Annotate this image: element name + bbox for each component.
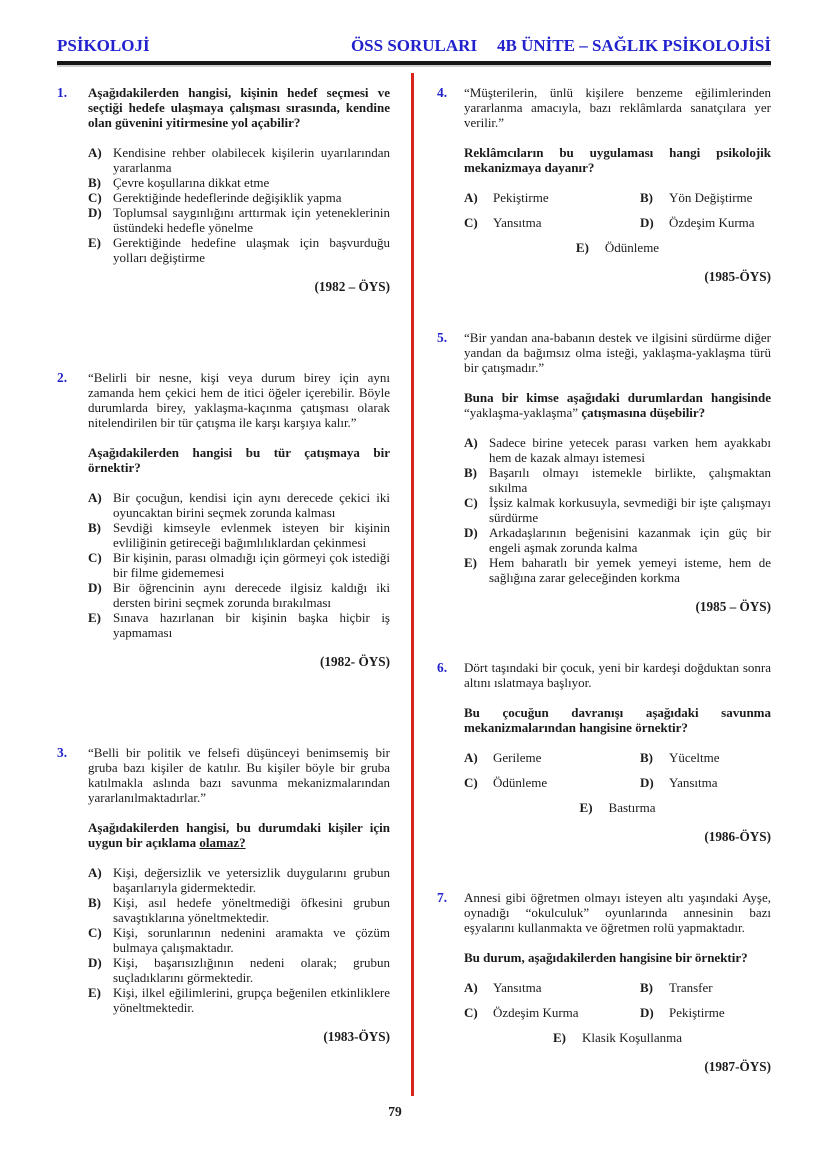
column-left	[57, 85, 390, 1120]
option-text: Bir kişinin, parası olmadığı için görmeyi çok istediği bir filme gidememesi	[113, 550, 390, 580]
option	[88, 580, 390, 610]
question-body	[464, 890, 771, 1074]
option-row	[464, 750, 771, 765]
prompt-segment: Aşağıdakilerden hangisi, kişinin hedef seçmesi ve seçtiği hedefe ulaşmaya çalışması sırasında, kendine olan güvenini yitirmesine yol açabilir?	[88, 85, 390, 130]
option-label: C)	[88, 925, 102, 940]
question-body	[88, 745, 390, 1044]
option-label: A)	[464, 190, 478, 205]
option	[88, 235, 390, 265]
option-label: B)	[88, 175, 101, 190]
option-text: Hem baharatlı bir yemek yemeyi isteme, hem de sağlığına zarar geleceğinden korkma	[489, 555, 771, 585]
option-label: C)	[464, 775, 478, 790]
question-intro: “Belirli bir nesne, kişi veya durum birey için aynı zamanda hem çekici hem de itici öğeler içerebilir. Böyle durumlarda birey, yaklaşma-kaçınma çatışması olarak nitelendirilen bir tür çatışma ile karşı karşıya kalır.”	[88, 370, 390, 430]
question-intro: Dört taşındaki bir çocuk, yeni bir kardeşi doğduktan sonra altını ıslatmaya başlıyor.	[464, 660, 771, 690]
option-text: Yansıtma	[669, 775, 718, 790]
option-text: Özdeşim Kurma	[493, 1005, 579, 1020]
option-label: E)	[575, 240, 589, 255]
option	[464, 465, 771, 495]
option	[464, 750, 640, 765]
option-text: Yüceltme	[669, 750, 720, 765]
options	[464, 980, 771, 1045]
option-text: Başarılı olmayı istemekle birlikte, çalışmaktan sıkılma	[489, 465, 771, 495]
year-tag: (1987-ÖYS)	[704, 1059, 771, 1074]
question-prompt	[464, 705, 771, 735]
header-rule	[57, 61, 771, 65]
option-label: E)	[579, 800, 593, 815]
option-row	[464, 240, 771, 255]
option	[464, 555, 771, 585]
question-body	[88, 85, 390, 294]
option-text: Toplumsal saygınlığını arttırmak için yeteneklerinin üstündeki hedefle yönelme	[113, 205, 390, 235]
question-prompt	[464, 145, 771, 175]
option	[640, 980, 771, 995]
option-label: D)	[640, 215, 654, 230]
question-prompt	[464, 950, 771, 965]
option-label: B)	[88, 895, 101, 910]
option	[88, 550, 390, 580]
option-text: Sadece birine yetecek parası varken hem ayakkabı hem de kazak almayı istemesi	[489, 435, 771, 465]
option-text: Gerileme	[493, 750, 542, 765]
option	[464, 775, 640, 790]
option-label: C)	[464, 1005, 478, 1020]
question-intro: Annesi gibi öğretmen olmayı isteyen altı yaşındaki Ayşe, oynadığı “okulculuk” oyunlarında annesinin bazı eşyalarını kullanmakta ve öğretmen rolü yapmaktadır.	[464, 890, 771, 935]
prompt-segment: Aşağıdakilerden hangisi bu tür çatışmaya bir örnektir?	[88, 445, 390, 475]
option	[88, 190, 390, 205]
page-footer	[0, 1104, 790, 1120]
option-row	[464, 980, 771, 995]
option-text: Transfer	[669, 980, 713, 995]
option-label: D)	[88, 580, 102, 595]
option-text: Pekiştirme	[669, 1005, 725, 1020]
option-label: D)	[640, 1005, 654, 1020]
header-subject-title: PSİKOLOJİ	[57, 36, 150, 55]
option-label: E)	[88, 235, 101, 250]
question-prompt	[464, 390, 771, 420]
question-block	[437, 85, 771, 284]
option-label: B)	[464, 465, 477, 480]
question-intro: “Müşterilerin, ünlü kişilere benzeme eğilimlerinden yararlanma amacıyla, bazı reklâmlarda sanatçılara yer verilir.”	[464, 85, 771, 130]
prompt-segment: Reklâmcıların bu uygulaması hangi psikolojik mekanizmaya dayanır?	[464, 145, 771, 175]
question-intro: “Belli bir politik ve felsefi düşünceyi benimsemiş bir gruba bazı kişiler de katılır. Bu kişiler böyle bir gruba katılmakla aslında bazı savunma mekanizmalarından yararlanılmaktadırlar.”	[88, 745, 390, 805]
option-label: B)	[640, 190, 653, 205]
option-label: A)	[88, 490, 102, 505]
question-body	[464, 330, 771, 614]
option	[464, 215, 640, 230]
content	[57, 85, 771, 1120]
column-right	[437, 85, 771, 1120]
option	[464, 495, 771, 525]
question-block	[57, 85, 390, 294]
option-label: D)	[640, 775, 654, 790]
column-gap	[390, 85, 437, 1120]
option-row	[464, 775, 771, 790]
option	[88, 205, 390, 235]
prompt-segment: çatışmasına düşebilir?	[578, 405, 706, 420]
option	[88, 175, 390, 190]
option	[640, 190, 771, 205]
option	[580, 800, 656, 815]
question-body	[88, 370, 390, 669]
option-label: B)	[640, 750, 653, 765]
option-text: Pekiştirme	[493, 190, 549, 205]
header-section-title: ÖSS SORULARI	[350, 36, 478, 55]
options	[88, 145, 390, 265]
question-prompt	[88, 445, 390, 475]
option-text: Ödünleme	[493, 775, 548, 790]
option-label: E)	[552, 1030, 566, 1045]
option-label: A)	[464, 750, 478, 765]
options	[88, 865, 390, 1015]
question-number: 4.	[437, 85, 448, 100]
year-tag: (1985 – ÖYS)	[695, 599, 771, 614]
option	[464, 980, 640, 995]
prompt-segment: “yaklaşma-yaklaşma”	[464, 405, 579, 420]
options	[464, 750, 771, 815]
option-text: Kişi, değersizlik ve yetersizlik duygularını grubun başarılarıyla gidermektedir.	[113, 865, 390, 895]
question-body	[464, 85, 771, 284]
option-text: Yansıtma	[493, 980, 542, 995]
question-block	[57, 745, 390, 1044]
prompt-segment: Aşağıdakilerden hangisi, bu durumdaki kişiler için uygun bir açıklama	[88, 820, 390, 850]
option-text: Yön Değiştirme	[669, 190, 753, 205]
question-number: 2.	[57, 370, 68, 385]
question-intro: “Bir yandan ana-babanın destek ve ilgisini sürdürme diğer yandan da bağımsız olma isteği, yaklaşma-yaklaşma türü bir çatışmadır.”	[464, 330, 771, 375]
option-label: D)	[464, 525, 478, 540]
option-text: Sevdiği kimseyle evlenmek isteyen bir kişinin evliliğinin getireceği bağımlılıklardan çekinmesi	[113, 520, 390, 550]
option	[88, 520, 390, 550]
option	[88, 865, 390, 895]
year-tag: (1982 – ÖYS)	[314, 279, 390, 294]
option-text: Arkadaşlarının beğenisini kazanmak için güç bir engeli aşmak zorunda kalma	[489, 525, 771, 555]
option-label: A)	[88, 145, 102, 160]
option-text: Kendisine rehber olabilecek kişilerin uyarılarından yararlanma	[113, 145, 390, 175]
option	[640, 215, 771, 230]
option-text: Yansıtma	[493, 215, 542, 230]
option-label: B)	[640, 980, 653, 995]
option-text: Gerektiğinde hedefine ulaşmak için başvurduğu yolları değiştirme	[113, 235, 390, 265]
option	[640, 750, 771, 765]
option-label: C)	[464, 495, 478, 510]
option-text: Klasik Koşullanma	[581, 1030, 682, 1045]
option	[464, 1005, 640, 1020]
question-body	[464, 660, 771, 844]
option-text: Ödünleme	[604, 240, 660, 255]
option-text: Gerektiğinde hedeflerinde değişiklik yapma	[113, 190, 342, 205]
option-text: Kişi, asıl hedefe yöneltmediği öfkesini grubun savaştıklarına yöneltmektedir.	[113, 895, 390, 925]
year-tag: (1985-ÖYS)	[704, 269, 771, 284]
option-text: Çevre koşullarına dikkat etme	[113, 175, 270, 190]
option	[464, 190, 640, 205]
options	[464, 435, 771, 585]
option-row	[464, 1030, 771, 1045]
option	[88, 955, 390, 985]
header-unit-title: 4B ÜNİTE – SAĞLIK PSİKOLOJİSİ	[497, 36, 771, 55]
option-label: D)	[88, 205, 102, 220]
question-number: 5.	[437, 330, 448, 345]
question-block	[437, 890, 771, 1074]
option	[88, 895, 390, 925]
year-tag: (1983-ÖYS)	[323, 1029, 390, 1044]
year-tag: (1986-ÖYS)	[704, 829, 771, 844]
option-text: Bir öğrencinin aynı derecede ilgisiz kaldığı iki dersten birini seçmek zorunda bırakılması	[113, 580, 390, 610]
option-label: A)	[88, 865, 102, 880]
option	[88, 610, 390, 640]
option-row	[464, 800, 771, 815]
option-label: E)	[88, 985, 101, 1000]
option-label: A)	[464, 980, 478, 995]
question-block	[437, 330, 771, 614]
option-label: D)	[88, 955, 102, 970]
option-text: Bastırma	[608, 800, 656, 815]
question-prompt	[88, 820, 390, 850]
question-prompt	[88, 85, 390, 130]
option-label: A)	[464, 435, 478, 450]
question-block	[57, 370, 390, 669]
page-header	[57, 36, 771, 58]
option-label: C)	[88, 550, 102, 565]
question-number: 6.	[437, 660, 448, 675]
option	[88, 145, 390, 175]
page-number: 79	[388, 1104, 402, 1119]
question-number: 1.	[57, 85, 68, 100]
option-label: E)	[88, 610, 101, 625]
year-tag: (1982- ÖYS)	[320, 654, 390, 669]
option-label: E)	[464, 555, 477, 570]
option-row	[464, 215, 771, 230]
option	[576, 240, 659, 255]
question-block	[437, 660, 771, 844]
prompt-segment: Buna bir kimse aşağıdaki durumlardan hangisinde	[464, 390, 771, 405]
option	[88, 985, 390, 1015]
prompt-segment: olamaz?	[199, 835, 246, 850]
option	[464, 435, 771, 465]
option-text: Bir çocuğun, kendisi için aynı derecede çekici iki oyuncaktan birini seçmek zorunda kalması	[113, 490, 390, 520]
option	[88, 925, 390, 955]
options	[88, 490, 390, 640]
option-text: Özdeşim Kurma	[669, 215, 755, 230]
option-text: Kişi, sorunlarının nedenini aramakta ve çözüm bulmaya çalışmaktadır.	[113, 925, 390, 955]
options	[464, 190, 771, 255]
option-text: Kişi, başarısızlığının nedeni olarak; grubun suçladıklarını görmektedir.	[113, 955, 390, 985]
question-number: 3.	[57, 745, 68, 760]
option-label: C)	[88, 190, 102, 205]
option-row	[464, 1005, 771, 1020]
option-label: C)	[464, 215, 478, 230]
prompt-segment: Bu çocuğun davranışı aşağıdaki savunma mekanizmalarından hangisine örnektir?	[464, 705, 771, 735]
option	[640, 775, 771, 790]
option-text: Sınava hazırlanan bir kişinin başka hiçbir iş yapmaması	[113, 610, 390, 640]
prompt-segment: Bu durum, aşağıdakilerden hangisine bir örnektir?	[464, 950, 748, 965]
option	[88, 490, 390, 520]
option-text: İşsiz kalmak korkusuyla, sevmediği bir işte çalışmayı sürdürme	[489, 495, 771, 525]
option	[464, 525, 771, 555]
option-row	[464, 190, 771, 205]
option	[640, 1005, 771, 1020]
option-text: Kişi, ilkel eğilimlerini, grupça beğenilen etkinliklere yöneltmektedir.	[113, 985, 390, 1015]
option	[553, 1030, 682, 1045]
question-number: 7.	[437, 890, 448, 905]
option-label: B)	[88, 520, 101, 535]
